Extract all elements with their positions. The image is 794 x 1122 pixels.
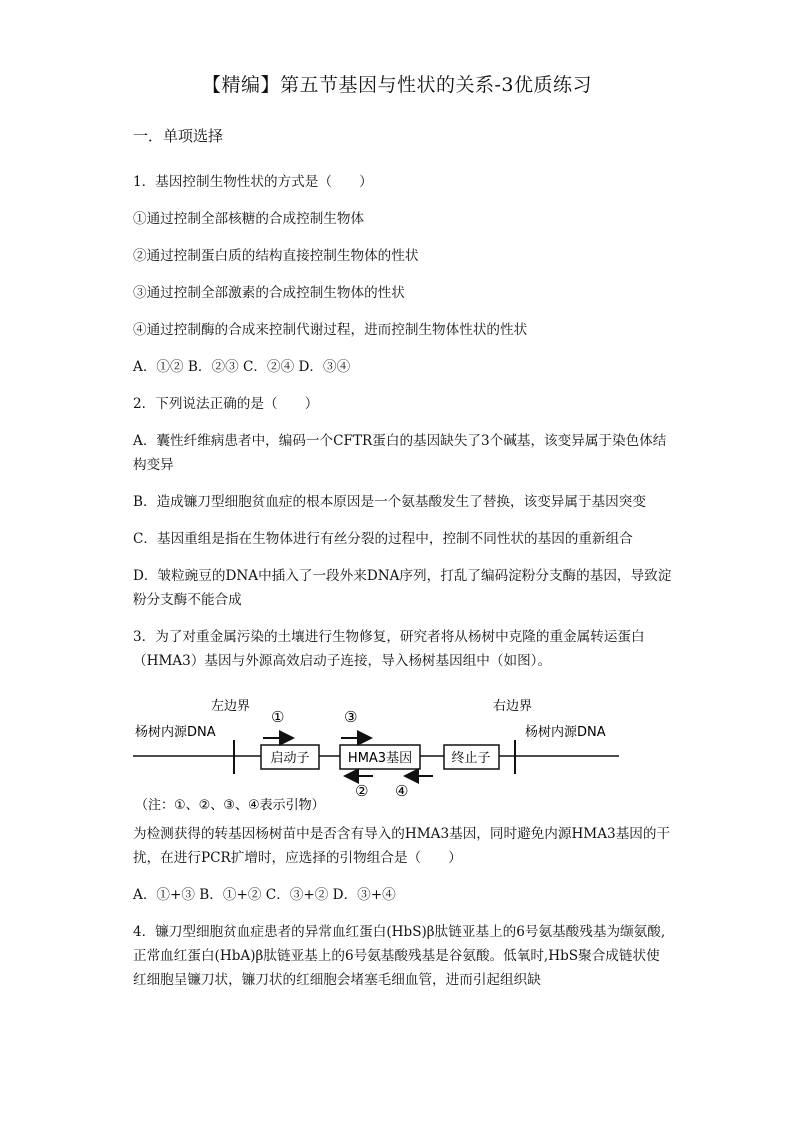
primer-1-label: ① bbox=[271, 708, 285, 726]
page-title: 【精编】第五节基因与性状的关系-3优质练习 bbox=[201, 74, 592, 96]
q3-stem: 3．为了对重金属污染的土壤进行生物修复，研究者将从杨树中克隆的重金属转运蛋白（HMA3）基因与外源高效启动子连接，导入杨树基因组中（如图）。 bbox=[133, 629, 645, 669]
q1-options: A．①② B．②③ C．②④ D．③④ bbox=[133, 359, 351, 375]
q2-option-b: B．造成镰刀型细胞贫血症的根本原因是一个氨基酸发生了替换，该变异属于基因突变 bbox=[133, 494, 646, 510]
promoter-label: 启动子 bbox=[270, 751, 310, 766]
q1-statement-1: ①通过控制全部核糖的合成控制生物体 bbox=[133, 211, 365, 227]
right-dna-label: 杨树内源DNA bbox=[525, 725, 606, 740]
q3-question: 为检测获得的转基因杨树苗中是否含有导入的HMA3基因，同时避免内源HMA3基因的干扰，在进行PCR扩增时，应选择的引物组合是（ ） bbox=[133, 826, 671, 866]
q2-option-a: A．囊性纤维病患者中，编码一个CFTR蛋白的基因缺失了3个碱基，该变异属于染色体结构变异 bbox=[133, 433, 667, 473]
left-border-label: 左边界 bbox=[211, 699, 251, 714]
q2-stem: 2．下列说法正确的是（ ） bbox=[133, 396, 319, 412]
construct-svg bbox=[133, 686, 653, 812]
q2-option-c: C．基因重组是指在生物体进行有丝分裂的过程中，控制不同性状的基因的重新组合 bbox=[133, 531, 633, 547]
primer-3-label: ③ bbox=[344, 708, 358, 726]
q3-options: A．①+③ B．①+② C．③+② D．③+④ bbox=[133, 887, 396, 903]
q1-statement-3: ③通过控制全部激素的合成控制生物体的性状 bbox=[133, 285, 405, 301]
q4-stem: 4．镰刀型细胞贫血症患者的异常血红蛋白(HbS)β肽链亚基上的6号氨基酸残基为缬氨酸,正常血红蛋白(HbA)β肽链亚基上的6号氨基酸残基是谷氨酸。低氧时,HbS聚合成链状使红细胞呈镰刀状，镰刀状的红细胞会堵塞毛细血管，进而引起组织缺 bbox=[133, 924, 666, 988]
diagram-note: （注：①、②、③、④表示引物） bbox=[135, 798, 325, 812]
primer-2-label: ② bbox=[355, 782, 369, 800]
terminator-label: 终止子 bbox=[451, 751, 491, 766]
questions-content bbox=[133, 170, 673, 1005]
q1-statement-2: ②通过控制蛋白质的结构直接控制生物体的性状 bbox=[133, 248, 419, 264]
section-heading: 一．单项选择 bbox=[133, 127, 224, 145]
right-border-label: 右边界 bbox=[493, 699, 533, 714]
left-dna-label: 杨树内源DNA bbox=[135, 725, 216, 740]
q1-statement-4: ④通过控制酶的合成来控制代谢过程，进而控制生物体性状的性状 bbox=[133, 322, 528, 338]
q2-option-d: D．皱粒豌豆的DNA中插入了一段外来DNA序列，打乱了编码淀粉分支酶的基因，导致淀粉分支酶不能合成 bbox=[133, 568, 672, 608]
gene-construct-diagram bbox=[133, 686, 653, 812]
primer-4-label: ④ bbox=[395, 782, 409, 800]
q1-stem: 1．基因控制生物性状的方式是（ ） bbox=[133, 174, 373, 190]
gene-label: HMA3基因 bbox=[347, 751, 413, 766]
